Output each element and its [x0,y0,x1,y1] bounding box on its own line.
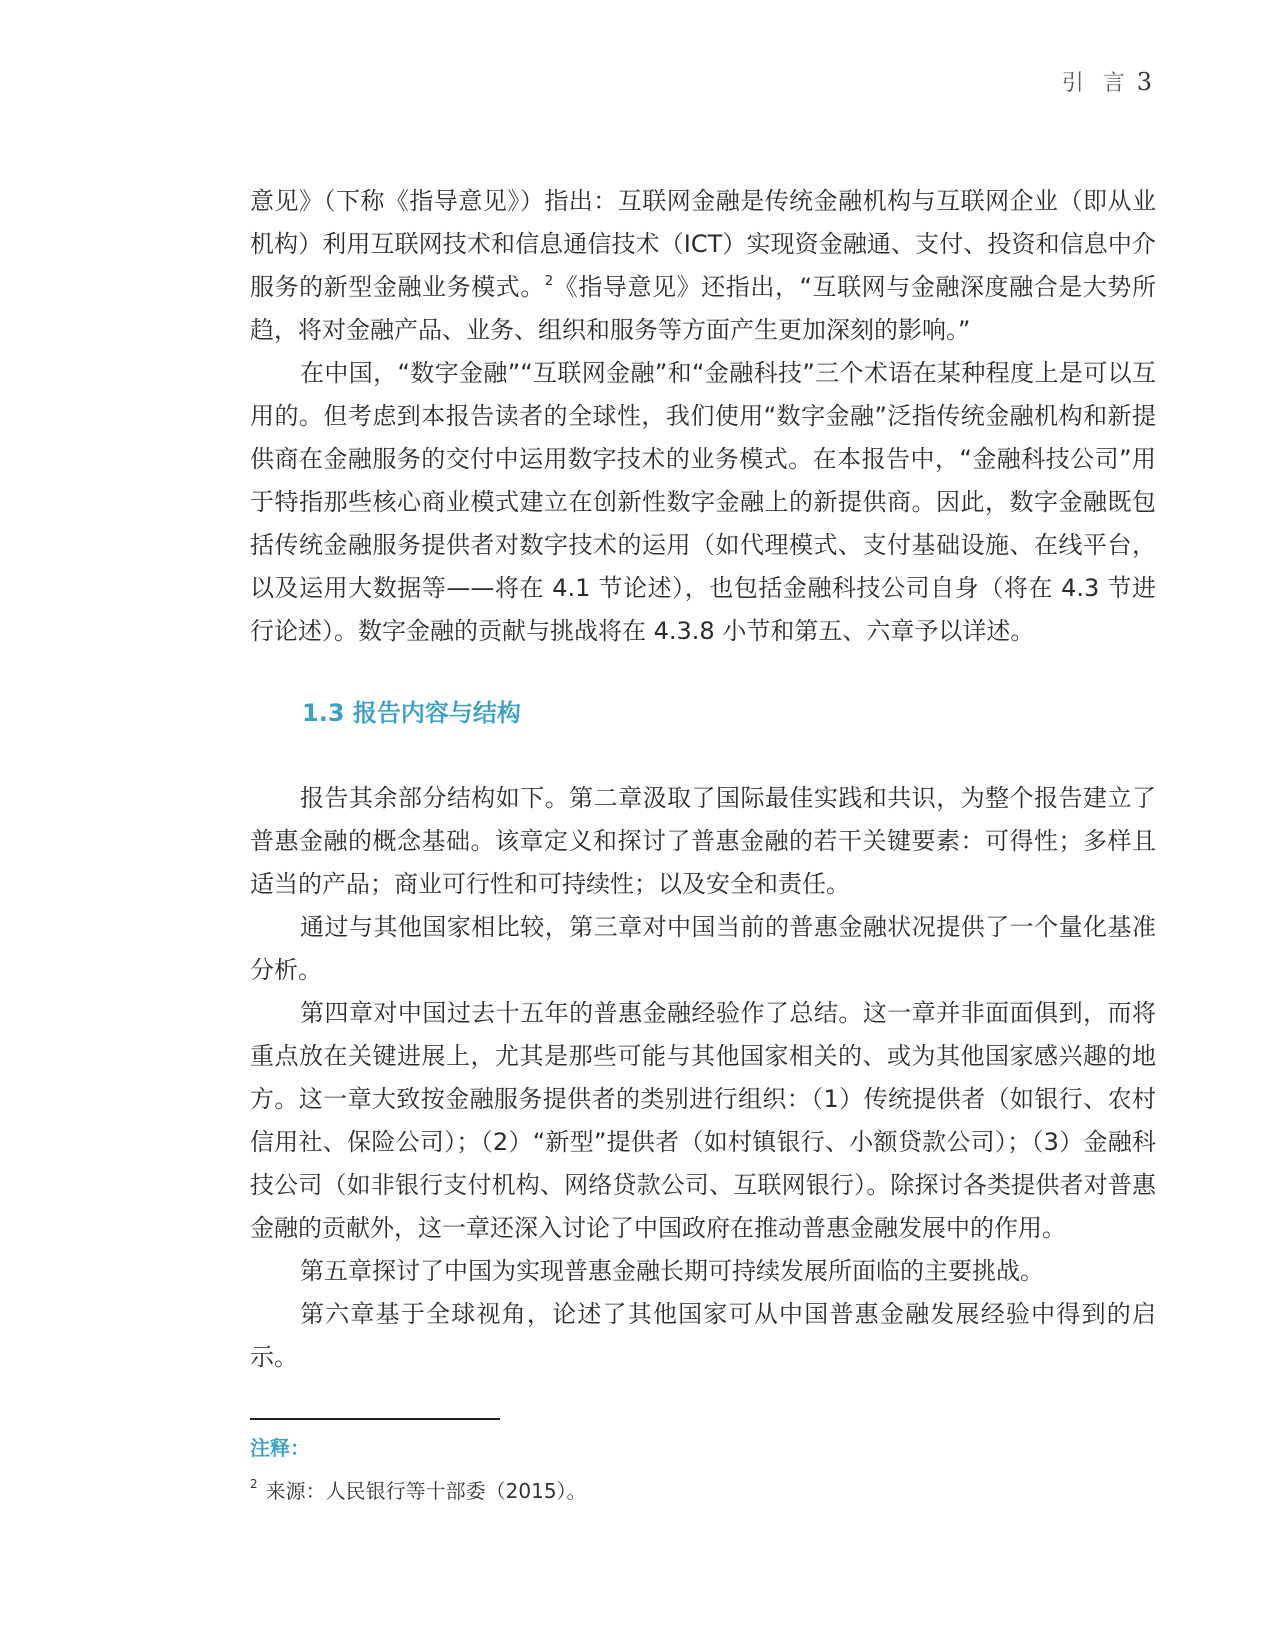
page-number: 3 [1136,68,1152,96]
footnote-item: $^2$ 来源：人民银行等十部委（2015）。 [250,1477,587,1503]
footnote-mark: 2 [250,1477,258,1491]
chapter-label: 引 言 [1061,71,1131,96]
paragraph: 第五章探讨了中国为实现普惠金融长期可持续发展所面临的主要挑战。 [300,1257,1044,1285]
running-header [1062,66,1152,97]
footnote-divider [250,1418,500,1420]
paragraph: 第四章对中国过去十五年的普惠金融经验作了总结。这一章并非面面俱到，而将重点放在关键进展上，尤其是那些可能与其他国家相关的、或为其他国家感兴趣的地方。这一章大致按金融服务提供者的类别进行组织：（1）传统提供者（如银行、农村信用社、保险公司）；（2）“新型”提供者（如村镇银行、小额贷款公司）；（3）金融科技公司（如非银行支付机构、网络贷款公司、互联网银行）。除探讨各类提供者对普惠金融的贡献外，这一章还深入讨论了中国政府在推动普惠金融发展中的作用。 [250,999,1156,1242]
paragraph: 通过与其他国家相比较，第三章对中国当前的普惠金融状况提供了一个量化基准分析。 [250,913,1156,984]
paragraph: 第六章基于全球视角，论述了其他国家可从中国普惠金融发展经验中得到的启示。 [250,1300,1156,1371]
body-text [250,180,1156,1379]
paragraph: 报告其余部分结构如下。第二章汲取了国际最佳实践和共识，为整个报告建立了普惠金融的概念基础。该章定义和探讨了普惠金融的若干关键要素：可得性；多样且适当的产品；商业可行性和可持续性；以及安全和责任。 [250,784,1156,898]
paragraph: 在中国，“数字金融”“互联网金融”和“金融科技”三个术语在某种程度上是可以互用的。但考虑到本报告读者的全球性，我们使用“数字金融”泛指传统金融机构和新提供商在金融服务的交付中运用数字技术的业务模式。在本报告中，“金融科技公司”用于特指那些核心商业模式建立在创新性数字金融上的新提供商。因此，数字金融既包括传统金融服务提供者对数字技术的运用（如代理模式、支付基础设施、在线平台，以及运用大数据等——将在 4.1 节论述），也包括金融科技公司自身（将在 4.3 节进行论述）。数字金融的贡献与挑战将在 4.3.8 小节和第五、六章予以详述。 [250,359,1156,645]
section-heading: 1.3 报告内容与结构 [302,699,521,727]
footnote-title: 注释： [250,1436,310,1460]
paragraph-continued: 意见》（下称《指导意见》）指出：互联网金融是传统金融机构与互联网企业（即从业机构）利用互联网技术和信息通信技术（ICT）实现资金融通、支付、投资和信息中介服务的新型金融业务模式。$^2$《指导意见》还指出，“互联网与金融深度融合是大势所趋，将对金融产品、业务、组织和服务等方面产生更加深刻的影响。” [250,187,1156,344]
footnote-ref[interactable]: 2 [544,274,554,289]
